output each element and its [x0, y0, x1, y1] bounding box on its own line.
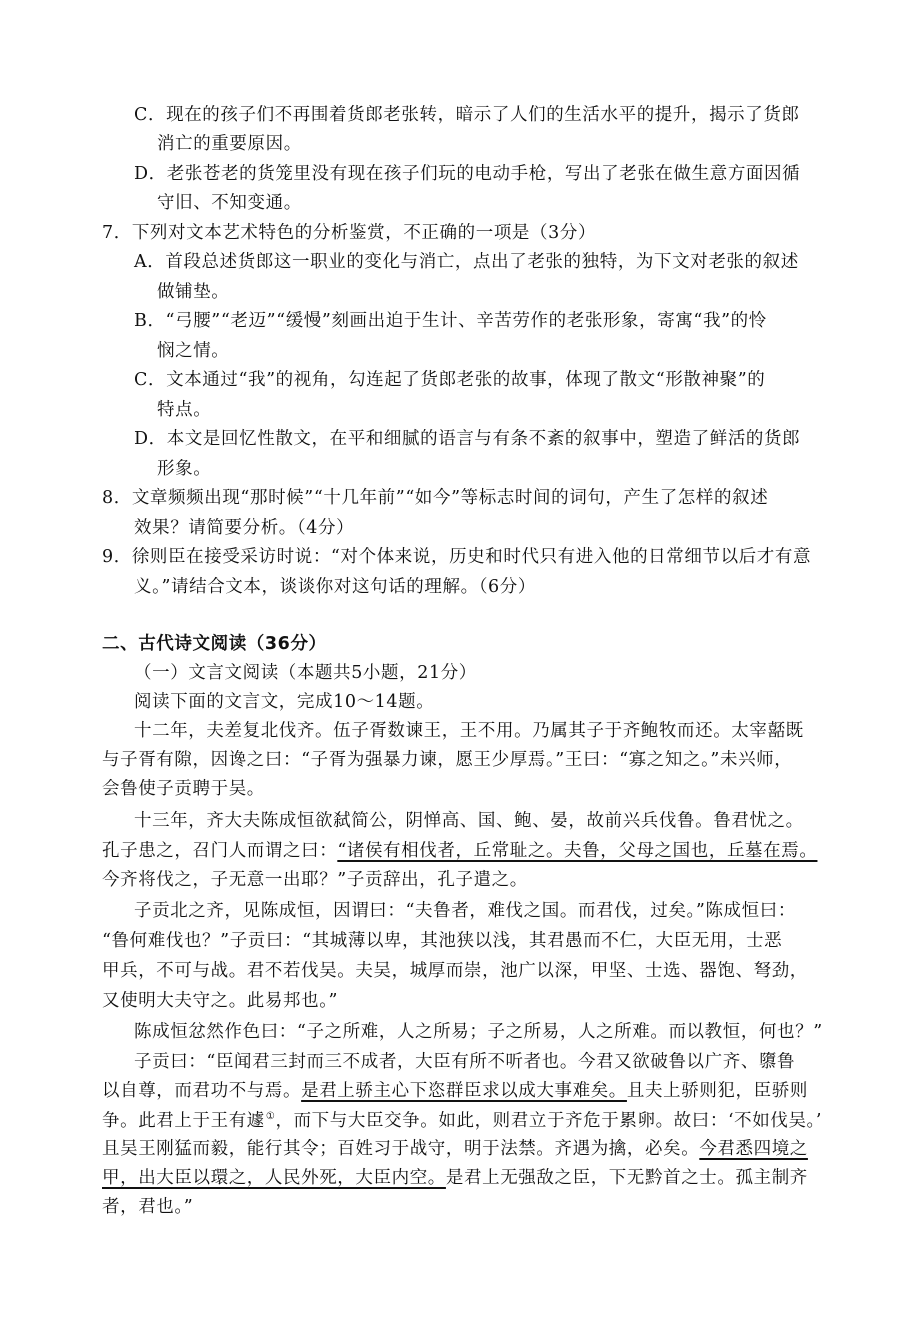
passage-p3-line2: “鲁何难伐也？”子贡曰：“其城薄以卑，其池狭以浅，其君愚而不仁，大臣无用，士恶	[102, 931, 783, 951]
q8-line1: 8．文章频频出现“那时候”“十几年前”“如今”等标志时间的词句，产生了怎样的叙述	[102, 488, 769, 508]
q6-option-c-line1: C．现在的孩子们不再围着货郎老张转，暗示了人们的生活水平的提升，揭示了货郎	[134, 105, 800, 125]
passage-p4: 陈成恒忿然作色曰：“子之所难，人之所易；子之所易，人之所难。而以教恒，何也？”	[134, 1022, 823, 1042]
passage-p5-underlined-sentence-2b: 甲，出大臣以環之，人民外死，大臣内空。	[102, 1168, 446, 1188]
section2-heading: 二、古代诗文阅读（36分）	[102, 634, 327, 654]
passage-p5-line2	[102, 1083, 808, 1101]
q8-line2: 效果？请简要分析。（4分）	[134, 518, 355, 538]
passage-p5-underlined-sentence-1: 是君上骄主心下恣群臣求以成大事难矣。	[301, 1081, 627, 1101]
q7-option-a-line1: A．首段总述货郎这一职业的变化与消亡，点出了老张的独特，为下文对老张的叙述	[134, 252, 799, 272]
passage-p3-line3: 甲兵，不可与战。君不若伐吴。夫吴，城厚而崇，池广以深，甲坚、士选、器饱、弩劲，	[102, 961, 808, 981]
q7-option-d-line2: 形象。	[157, 459, 212, 479]
passage-p5-line6: 者，君也。”	[102, 1197, 194, 1217]
q6-option-d-line1: D．老张苍老的货笼里没有现在孩子们玩的电动手枪，写出了老张在做生意方面因循	[134, 164, 801, 184]
passage-p1-line1: 十二年，夫差复北伐齐。伍子胥数谏王，王不用。乃属其子于齐鲍牧而还。太宰嚭既	[134, 721, 804, 741]
passage-p2-line3: 今齐将伐之，子无意一出耶？”子贡辞出，孔子遣之。	[102, 870, 528, 890]
passage-p5-line5-tail: 是君上无强敌之臣，下无黔首之士。孤主制齐	[445, 1168, 808, 1188]
footnote-marker: ①	[265, 1111, 276, 1122]
passage-p3-line1: 子贡北之齐，见陈成恒，因谓曰：“夫鲁者，难伐之国。而君伐，过矣。”陈成恒曰：	[134, 901, 796, 921]
passage-p5-line5	[102, 1170, 808, 1188]
q9-line1: 9．徐则臣在接受采访时说：“对个体来说，历史和时代只有进入他的日常细节以后才有意	[102, 547, 812, 567]
q7-option-b-line2: 悯之情。	[157, 341, 230, 361]
q7-option-a-line2: 做铺垫。	[157, 282, 230, 302]
passage-p1-line2: 与子胥有隙，因谗之曰：“子胥为强暴力谏，愿王少厚焉。”王曰：“寡之知之。”未兴师，	[102, 750, 793, 770]
section2-instruction: 阅读下面的文言文，完成10～14题。	[134, 692, 435, 712]
section2-subheading: （一）文言文阅读（本题共5小题，21分）	[134, 663, 477, 683]
q7-option-c-line1: C．文本通过“我”的视角，勾连起了货郎老张的故事，体现了散文“形散神聚”的	[134, 370, 766, 390]
q6-option-c-line2: 消亡的重要原因。	[157, 134, 302, 154]
passage-p5-line3-text: 争。此君上于王有遽	[102, 1111, 265, 1131]
q7-stem: 7．下列对文本艺术特色的分析鉴赏，不正确的一项是（3分）	[102, 223, 597, 243]
passage-p3-line4: 又使明大夫守之。此易邦也。”	[102, 991, 339, 1011]
q7-option-d-line1: D．本文是回忆性散文，在平和细腻的语言与有条不紊的叙事中，塑造了鲜活的货郎	[134, 429, 801, 449]
passage-p2-line2	[102, 843, 817, 861]
passage-p2-line2-text: 孔子患之，召门人而谓之曰：	[102, 841, 338, 861]
passage-p5-line4	[102, 1141, 808, 1159]
passage-p5-line1: 子贡曰：“臣闻君三封而三不成者，大臣有所不听者也。今君又欲破鲁以广齐、隳鲁	[134, 1052, 796, 1072]
passage-p5-line3	[102, 1112, 822, 1131]
passage-p5-line2-text: 以自尊，而君功不与焉。	[102, 1081, 302, 1101]
passage-p5-line3-tail: ，而下与大臣交争。如此，则君立于齐危于累卵。故曰：‘不如伐吴。’	[275, 1111, 823, 1131]
q6-option-d-line2: 守旧、不知变通。	[157, 193, 302, 213]
passage-p2-line1: 十三年，齐大夫陈成恒欲弑简公，阴惮高、国、鲍、晏，故前兴兵伐鲁。鲁君忧之。	[134, 811, 804, 831]
passage-p2-underlined-sentence: “诸侯有相伐者，丘常耻之。夫鲁，父母之国也，丘墓在焉。	[337, 841, 818, 861]
passage-p5-underlined-sentence-2a: 今君悉四境之	[699, 1139, 808, 1159]
passage-p1-line3: 会鲁使子贡聘于吴。	[102, 779, 265, 799]
passage-p5-line4-text: 且吴王刚猛而毅，能行其令；百姓习于战守，明于法禁。齐遇为擒，必矣。	[102, 1139, 700, 1159]
q7-option-c-line2: 特点。	[157, 400, 212, 420]
q7-option-b-line1: B．“弓腰”“老迈”“缓慢”刻画出迫于生计、辛苦劳作的老张形象，寄寓“我”的怜	[134, 311, 767, 331]
passage-p5-line2-tail: 且夫上骄则犯，臣骄则	[626, 1081, 808, 1101]
q9-line2: 义。”请结合文本，谈谈你对这句话的理解。（6分）	[134, 577, 536, 597]
